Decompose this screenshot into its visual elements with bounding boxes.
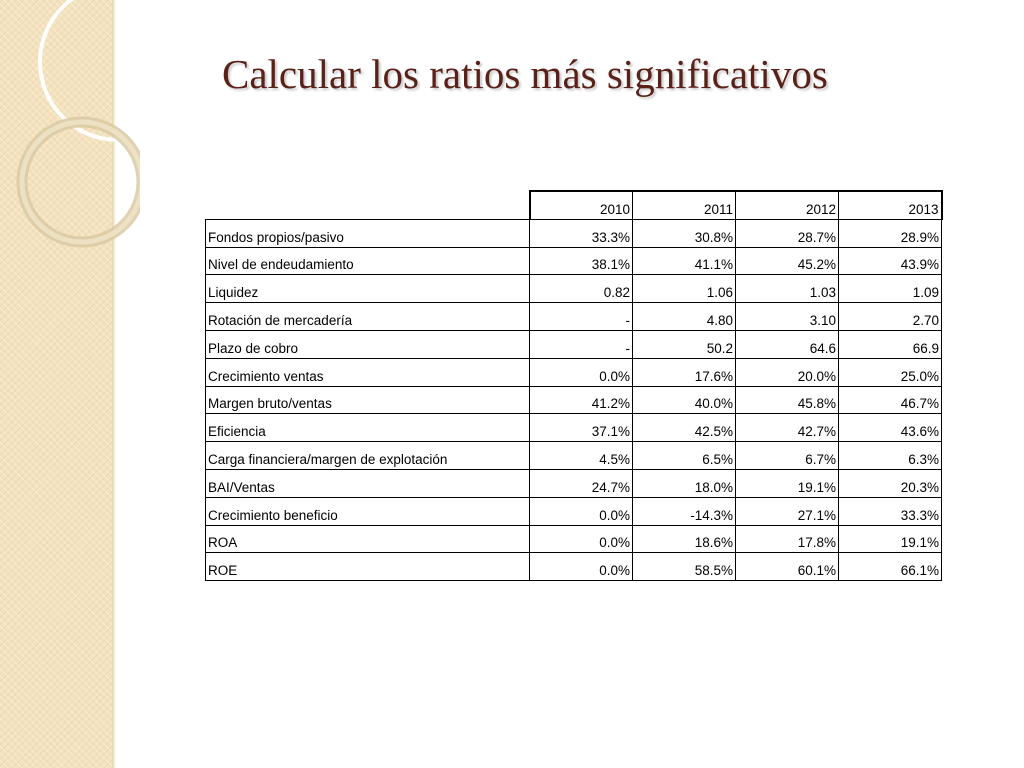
year-header-2011: 2011 (633, 191, 736, 219)
decorative-ring-middle-highlight (22, 122, 140, 242)
cell-value: 27.1% (736, 497, 839, 525)
cell-value: 30.8% (633, 219, 736, 247)
table-row (206, 442, 942, 470)
cell-value: 6.5% (633, 442, 736, 470)
row-label: Liquidez (206, 275, 530, 303)
cell-value: 18.0% (633, 469, 736, 497)
cell-value: 42.7% (736, 414, 839, 442)
row-label: Margen bruto/ventas (206, 386, 530, 414)
cell-value: 4.80 (633, 303, 736, 331)
cell-value: 1.03 (736, 275, 839, 303)
cell-value: 3.10 (736, 303, 839, 331)
cell-value: 42.5% (633, 414, 736, 442)
cell-value: 43.6% (839, 414, 942, 442)
cell-value: 45.8% (736, 386, 839, 414)
table-row (206, 219, 942, 247)
ratios-table (205, 190, 943, 581)
cell-value: 64.6 (736, 330, 839, 358)
table-row (206, 553, 942, 581)
cell-value: 0.0% (530, 497, 633, 525)
cell-value: 58.5% (633, 553, 736, 581)
row-label: Fondos propios/pasivo (206, 219, 530, 247)
table-row (206, 469, 942, 497)
row-label: Crecimiento ventas (206, 358, 530, 386)
cell-value: 0.0% (530, 358, 633, 386)
cell-value: 50.2 (633, 330, 736, 358)
cell-value: 33.3% (530, 219, 633, 247)
cell-value: 38.1% (530, 247, 633, 275)
row-label: Plazo de cobro (206, 330, 530, 358)
cell-value: 17.6% (633, 358, 736, 386)
cell-value: 45.2% (736, 247, 839, 275)
table-row (206, 247, 942, 275)
year-header-2013: 2013 (839, 191, 942, 219)
cell-value: 4.5% (530, 442, 633, 470)
table-row (206, 275, 942, 303)
cell-value: 24.7% (530, 469, 633, 497)
table-row (206, 386, 942, 414)
cell-value: -14.3% (633, 497, 736, 525)
row-label: ROE (206, 553, 530, 581)
cell-value: 46.7% (839, 386, 942, 414)
cell-value: 18.6% (633, 525, 736, 553)
year-header-2010: 2010 (530, 191, 633, 219)
cell-value: 41.2% (530, 386, 633, 414)
cell-value: 28.7% (736, 219, 839, 247)
row-label: Eficiencia (206, 414, 530, 442)
cell-value: 20.0% (736, 358, 839, 386)
cell-value: 66.1% (839, 553, 942, 581)
cell-value: 2.70 (839, 303, 942, 331)
row-label: BAI/Ventas (206, 469, 530, 497)
slide-title: Calcular los ratios más significativos (222, 51, 828, 97)
cell-value: 20.3% (839, 469, 942, 497)
cell-value: 25.0% (839, 358, 942, 386)
table-row (206, 497, 942, 525)
row-label: Rotación de mercadería (206, 303, 530, 331)
header-blank-cell (206, 191, 530, 219)
cell-value: 40.0% (633, 386, 736, 414)
cell-value: - (530, 330, 633, 358)
cell-value: 28.9% (839, 219, 942, 247)
cell-value: 0.0% (530, 553, 633, 581)
decorative-rings (0, 0, 140, 300)
table-row (206, 358, 942, 386)
cell-value: 66.9 (839, 330, 942, 358)
row-label: Carga financiera/margen de explotación (206, 442, 530, 470)
cell-value: 1.09 (839, 275, 942, 303)
table-header-row (206, 191, 942, 219)
row-label: Nivel de endeudamiento (206, 247, 530, 275)
cell-value: 43.9% (839, 247, 942, 275)
cell-value: 0.82 (530, 275, 633, 303)
year-header-2012: 2012 (736, 191, 839, 219)
cell-value: 17.8% (736, 525, 839, 553)
cell-value: 0.0% (530, 525, 633, 553)
cell-value: - (530, 303, 633, 331)
cell-value: 6.3% (839, 442, 942, 470)
cell-value: 19.1% (736, 469, 839, 497)
table-row (206, 330, 942, 358)
cell-value: 37.1% (530, 414, 633, 442)
row-label: Crecimiento beneficio (206, 497, 530, 525)
cell-value: 1.06 (633, 275, 736, 303)
cell-value: 6.7% (736, 442, 839, 470)
cell-value: 33.3% (839, 497, 942, 525)
cell-value: 60.1% (736, 553, 839, 581)
table-row (206, 414, 942, 442)
row-label: ROA (206, 525, 530, 553)
table-row (206, 525, 942, 553)
table-row (206, 303, 942, 331)
cell-value: 19.1% (839, 525, 942, 553)
cell-value: 41.1% (633, 247, 736, 275)
